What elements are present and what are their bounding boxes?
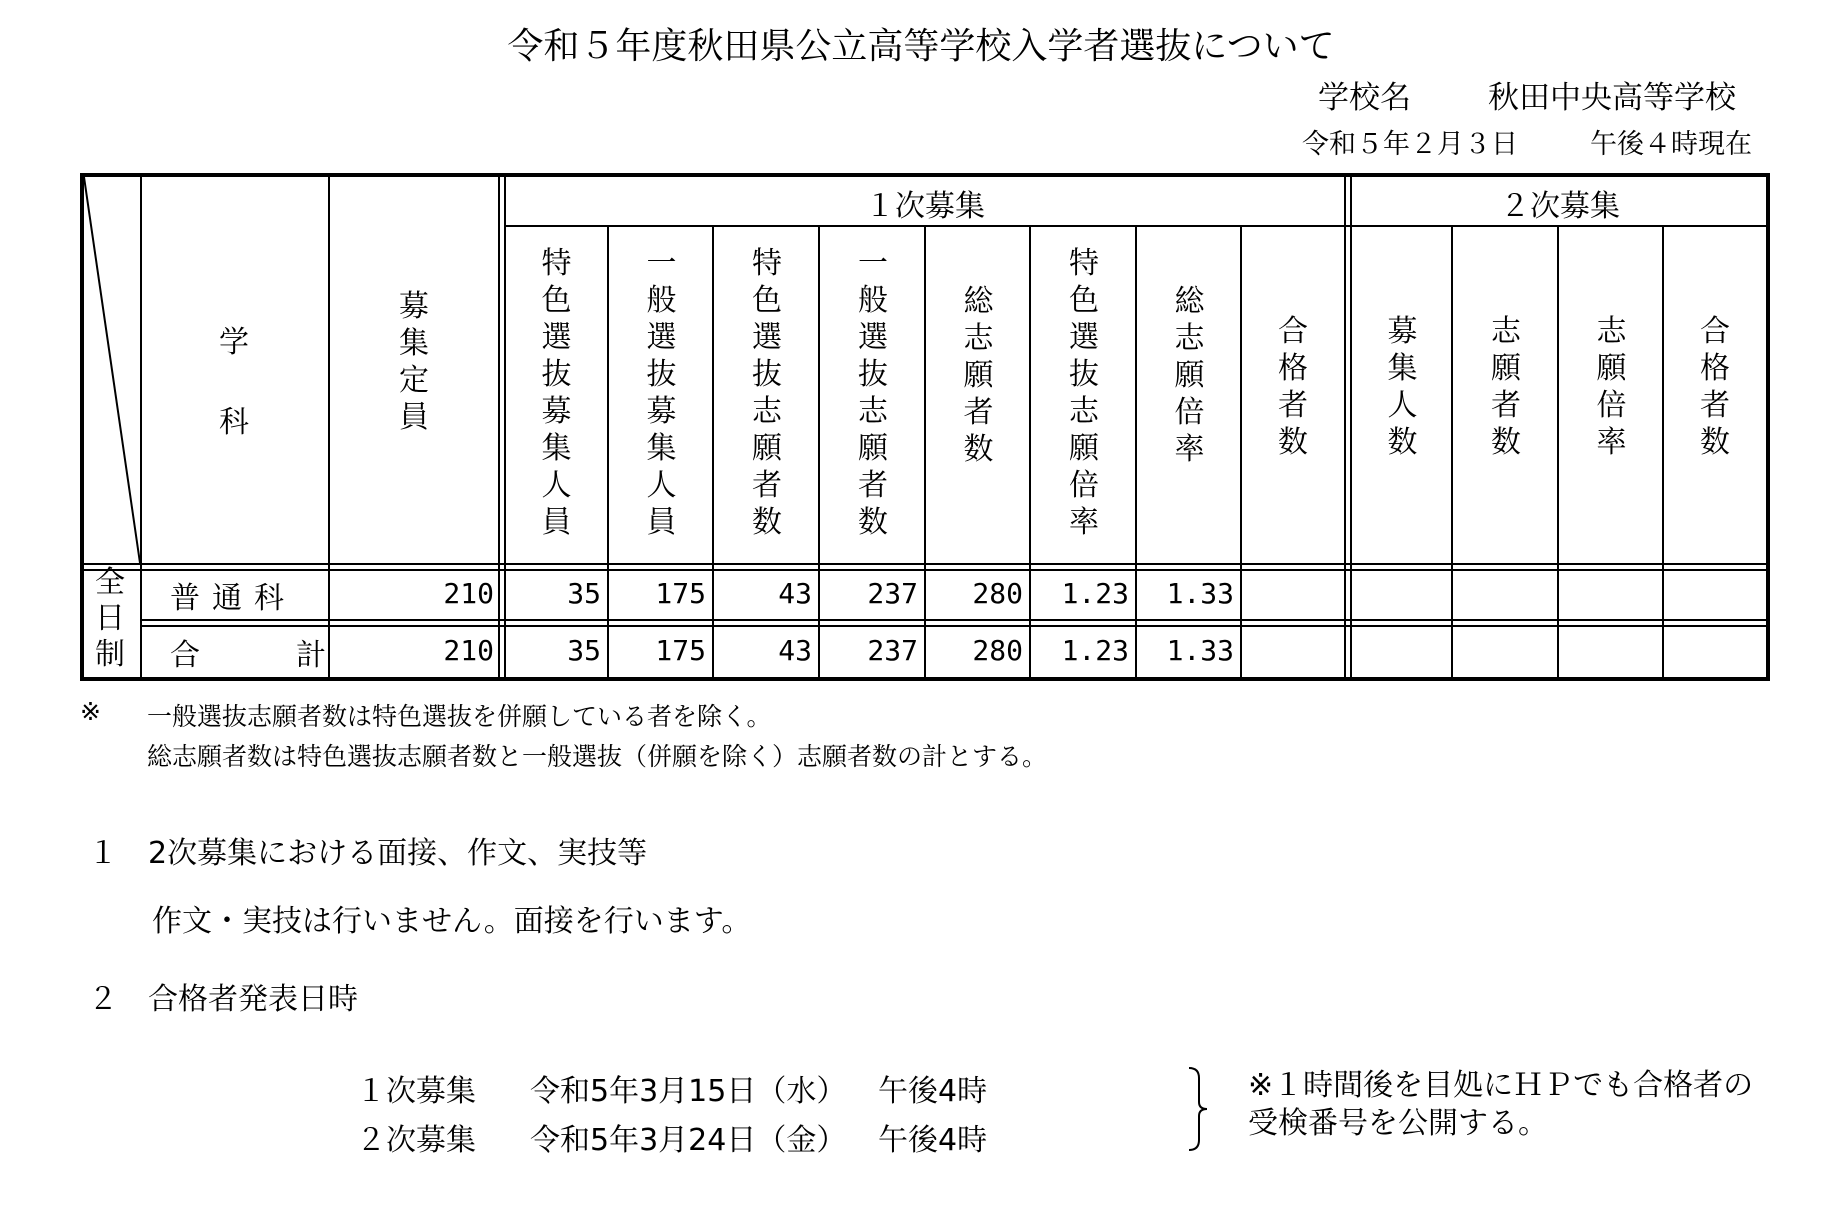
header-second-2: 志願倍率 (1596, 314, 1627, 460)
cell-0-0: 35 (567, 577, 601, 610)
header-first-3: 一般選抜志願者数 (858, 246, 888, 540)
section-2-heading: ２ 合格者発表日時 (88, 982, 358, 1017)
school-name: 秋田中央高等学校 (1488, 80, 1736, 116)
cell-0-6: 1.33 (1166, 577, 1234, 610)
cell-0-4: 280 (972, 577, 1023, 610)
announce-2-label: ２次募集 (356, 1123, 476, 1158)
cell-1-4: 280 (972, 634, 1023, 667)
header-first-0: 特色選抜募集人員 (541, 246, 572, 540)
row-teiin-0: 210 (443, 577, 494, 610)
side-label-zennichisei (88, 565, 132, 673)
group-second-recruit: ２次募集 (1500, 189, 1620, 224)
right-brace (1185, 1066, 1209, 1152)
cell-0-5: 1.23 (1061, 577, 1129, 610)
cell-0-1: 175 (655, 577, 706, 610)
row-label-1: 合 計 (170, 638, 338, 673)
header-second-3: 合格者数 (1700, 314, 1730, 460)
col-gakka: 学 科 (219, 325, 249, 440)
row-teiin-1: 210 (443, 634, 494, 667)
note-line-2: 総志願者数は特色選抜志願者数と一般選抜（併願を除く）志願者数の計とする。 (147, 742, 1048, 771)
side-label-text: 全日制 (95, 565, 125, 672)
cell-1-0: 35 (567, 634, 601, 667)
report-time: 午後４時現在 (1590, 129, 1752, 160)
header-first-1: 一般選抜募集人員 (646, 246, 677, 540)
note-mark: ※ (80, 697, 101, 726)
section-1-body: 作文・実技は行いません。面接を行います。 (152, 904, 752, 939)
school-label: 学校名 (1318, 80, 1411, 116)
row-label-0: 普通科 (170, 581, 296, 616)
header-first-4: 総志願者数 (963, 284, 994, 467)
col-teiin-label: 募集定員 (399, 289, 429, 435)
group-first-recruit: １次募集 (865, 189, 985, 224)
announce-1-label: １次募集 (356, 1074, 476, 1109)
header-first-7: 合格者数 (1278, 314, 1308, 460)
announce-1-date: 令和5年3月15日（水） (530, 1074, 847, 1109)
header-first-6: 総志願倍率 (1174, 284, 1205, 467)
cell-1-2: 43 (778, 634, 812, 667)
announce-2-date: 令和5年3月24日（金） (530, 1123, 847, 1158)
header-second-1: 志願者数 (1491, 314, 1521, 460)
cell-0-3: 237 (867, 577, 918, 610)
web-publish-note: ※１時間後を目処にＨＰでも合格者の受検番号を公開する。 (1248, 1068, 1754, 1141)
cell-1-6: 1.33 (1166, 634, 1234, 667)
admission-table (80, 173, 1770, 681)
note-line-1: 一般選抜志願者数は特色選抜を併願している者を除く。 (147, 702, 772, 731)
report-date: 令和５年２月３日 (1302, 129, 1518, 160)
corner-diagonal (80, 173, 142, 565)
cell-1-3: 237 (867, 634, 918, 667)
header-first-5: 特色選抜志願倍率 (1069, 246, 1099, 540)
announce-2-time: 午後4時 (878, 1123, 988, 1158)
col-teiin (392, 288, 436, 436)
header-second-0: 募集人数 (1387, 314, 1418, 460)
section-1-heading: １ 2次募集における面接、作文、実技等 (88, 836, 648, 871)
cell-0-2: 43 (778, 577, 812, 610)
page-title: 令和５年度秋田県公立高等学校入学者選抜について (507, 26, 1335, 67)
cell-1-1: 175 (655, 634, 706, 667)
header-first-2: 特色選抜志願者数 (752, 246, 782, 540)
announce-1-time: 午後4時 (878, 1074, 988, 1109)
cell-1-5: 1.23 (1061, 634, 1129, 667)
